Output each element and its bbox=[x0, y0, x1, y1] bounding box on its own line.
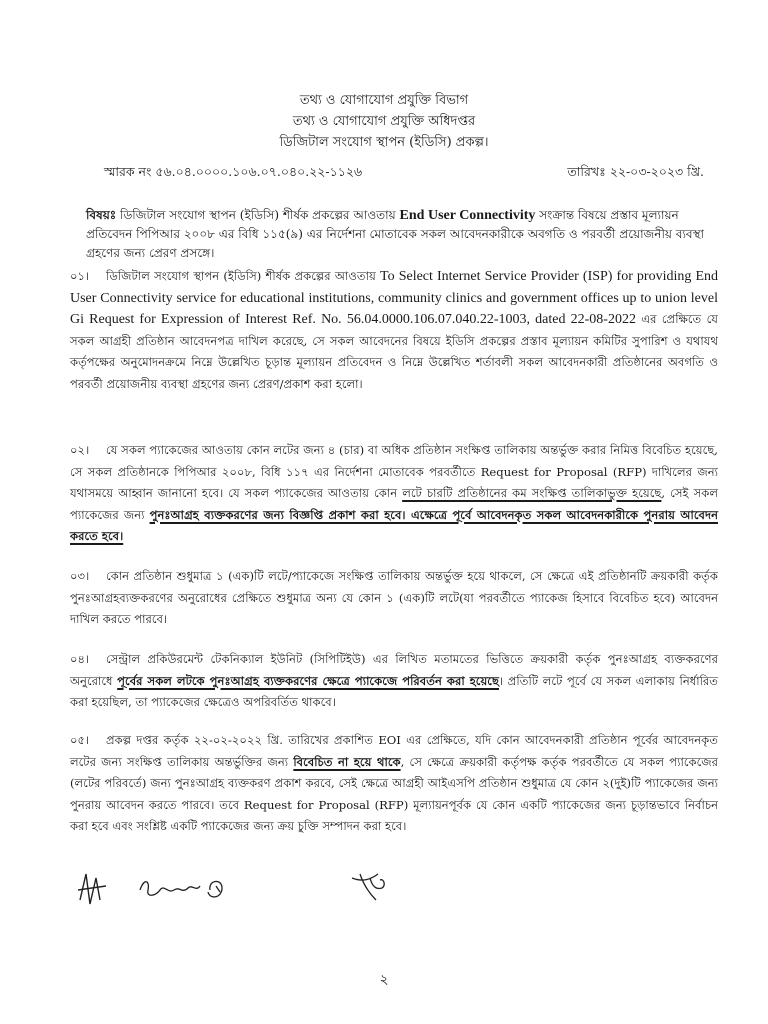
memo-date: তারিখঃ ২২-০৩-২০২৩ খ্রি. bbox=[567, 164, 704, 179]
paragraph-2-underlined-2: পুনঃআগ্রহ ব্যক্তকরণের জন্য বিজ্ঞপ্তি প্রকাশ করা হবে। এক্ষেত্রে পূর্বে আবেদনকৃত সকল আবেদনকারীকে পুনরায় আবেদন করতে হবে। bbox=[70, 507, 718, 543]
subject-text-en: End User Connectivity bbox=[399, 208, 536, 223]
ministry-name: তথ্য ও যোগাযোগ প্রযুক্তি বিভাগ bbox=[299, 93, 469, 108]
paragraph-2 bbox=[70, 440, 718, 548]
paragraph-4-text-a: সেন্ট্রাল প্রকিউরমেন্ট টেকনিক্যাল ইউনিট (সিপিটিইউ) এর লিখিত মতামতের ভিত্তিতে ক্রয়কারী কর্তৃক পুনঃআগ্রহ ব্যক্তকরণের অনুরোধে bbox=[70, 652, 718, 688]
paragraph-number: ০৩। bbox=[70, 569, 90, 583]
project-name: ডিজিটাল সংযোগ স্থাপন (ইডিসি) প্রকল্প। bbox=[279, 135, 489, 150]
department-name: তথ্য ও যোগাযোগ প্রযুক্তি অধিদপ্তর bbox=[292, 114, 476, 129]
paragraph-1-text-en: To Select Internet Service Provider (ISP) for providing End User Connectivity service for educational institutions, community clinics and government offices up to union level Gi Request for Expression of Interest Ref. No. 56.04.0000.106.07.040.22-1003, dated 22-08-2022 bbox=[70, 269, 718, 327]
paragraph-number: ০৫। bbox=[70, 733, 90, 747]
paragraph-5-underlined: বিবেচিত না হয়ে থাকে bbox=[293, 754, 401, 769]
signature-2 bbox=[140, 881, 222, 897]
letterhead bbox=[0, 90, 768, 153]
paragraph-5 bbox=[70, 730, 718, 838]
paragraph-number: ০১। bbox=[70, 269, 90, 283]
memo-reference: স্মারক নং ৫৬.০৪.০০০০.১০৬.০৭.০৪০.২২-১১২৬ bbox=[104, 164, 363, 179]
paragraph-4 bbox=[70, 649, 718, 714]
paragraph-4-text-b: । প্রতিটি লটে পূর্বে যে সকল এলাকায় নির্ধারিত করা হয়েছিল, তা প্যাকেজের ক্ষেত্রেও অপরিবর্তিত থাকবে। bbox=[70, 673, 718, 709]
paragraph-5-text-a: প্রকল্প দপ্তর কর্তৃক ২২-০২-২০২২ খ্রি. তারিখের প্রকাশিত EOI এর প্রেক্ষিতে, যদি কোন আবেদনকারী প্রতিষ্ঠান পূর্বের আবেদনকৃত লটের জন্য সংক্ষিপ্ত তালিকায় অন্তর্ভুক্তির জন্য bbox=[70, 733, 718, 769]
signatures bbox=[70, 860, 490, 920]
paragraph-5-text-b: , সে ক্ষেত্রে ক্রয়কারী কর্তৃপক্ষ কর্তৃক পরবর্তীতে যে সকল প্যাকেজের (লটের পরিবর্তে) জন্য পুনঃআগ্রহ ব্যক্তকরণ প্রকাশ করবে, সেই ক্ষেত্রে আগ্রহী আইএসপি প্রতিষ্ঠান শুধুমাত্র যে কোন ২(দুই)টি প্যাকেজের জন্য পুনরায় আবেদন করতে পারবে। তবে Request for Proposal (RFP) মূল্যায়নপূর্বক যে কোন একটি প্যাকেজের জন্য চূড়ান্তভাবে নির্বাচন করা হবে এবং সংশ্লিষ্ট একটি প্যাকেজের জন্য ক্রয় চুক্তি সম্পাদন করা হবে। bbox=[70, 754, 719, 833]
page-number: ২ bbox=[379, 972, 389, 988]
subject-block bbox=[86, 206, 716, 263]
paragraph-3-text: কোন প্রতিষ্ঠান শুধুমাত্র ১ (এক)টি লটে/প্যাকেজে সংক্ষিপ্ত তালিকায় অন্তর্ভুক্ত হয়ে থাকলে, সে ক্ষেত্রে এই প্রতিষ্ঠানটি ক্রয়কারী কর্তৃক পুনঃআগ্রহব্যক্তকরণের অনুরোধের প্রেক্ষিতে শুধুমাত্র অন্য যে কোন ১ (এক)টি লটে(যা পরবর্তীতে প্যাকেজ হিসাবে বিবেচিত হবে) আবেদন দাখিল করতে পারবে। bbox=[70, 569, 718, 626]
paragraph-number: ০২। bbox=[70, 443, 90, 457]
paragraph-3 bbox=[70, 566, 718, 631]
paragraph-1 bbox=[70, 266, 718, 395]
signature-1 bbox=[78, 874, 106, 904]
subject-text-a: ডিজিটাল সংযোগ স্থাপন (ইডিসি) শীর্ষক প্রকল্পের আওতায় bbox=[120, 208, 396, 222]
paragraph-1-text-b: এর প্রেক্ষিতে যে সকল আগ্রহী প্রতিষ্ঠান আবেদনপত্র দাখিল করেছে, সে সকল আবেদনের বিষয়ে ইডিসি প্রকল্পের প্রস্তাব মূল্যায়ন কমিটির সুপারিশ ও যথাযথ কর্তৃপক্ষের অনুমোদনক্রমে নিম্নে উল্লেখিত চূড়ান্ত মূল্যায়ন প্রতিবেদন ও নিম্নে উল্লেখিত শর্তাবলী সকল আবেদনকারী প্রতিষ্ঠানের অবগতি ও পরবর্তী প্রয়োজনীয় ব্যবস্থা গ্রহণের জন্য প্রেরণ/প্রকাশ করা হলো। bbox=[70, 312, 718, 391]
paragraph-number: ০৪। bbox=[70, 652, 90, 666]
paragraph-4-underlined: পূর্বের সকল লটকে পুনঃআগ্রহ ব্যক্তকরণের ক্ষেত্রে প্যাকেজে পরিবর্তন করা হয়েছে bbox=[117, 673, 499, 688]
subject-text-b: সংক্রান্ত বিষয়ে প্রস্তাব মূল্যায়ন প্রতিবেদন পিপিআর ২০০৮ এর বিধি ১১৫(৯) এর নির্দেশনা মোতাবেক সকল আবেদনকারীকে অবগতি ও পরবর্তী প্রয়োজনীয় ব্যবস্থা গ্রহণের জন্য প্রেরণ প্রসঙ্গে। bbox=[86, 208, 705, 260]
signature-3 bbox=[352, 874, 384, 900]
paragraph-2-text-b: , সেই সকল প্যাকেজের জন্য bbox=[70, 486, 719, 522]
subject-label: বিষয়ঃ bbox=[86, 208, 117, 222]
paragraph-2-text-a: যে সকল প্যাকেজের আওতায় কোন লটের জন্য ৪ (চার) বা অধিক প্রতিষ্ঠান সংক্ষিপ্ত তালিকায় অন্তর্ভুক্ত করার নিমিত্ত বিবেচিত হয়েছে, সে সকল প্রতিষ্ঠানকে পিপিআর ২০০৮, বিধি ১১৭ এর নির্দেশনা মোতাবেক পরবর্তীতে Request for Proposal (RFP) দাখিলের জন্য যথাসময়ে আহ্বান জানানো হবে। যে সকল প্যাকেজের আওতায় কোন bbox=[70, 443, 718, 500]
paragraph-1-text-a: ডিজিটাল সংযোগ স্থাপন (ইডিসি) শীর্ষক প্রকল্পের আওতায় bbox=[106, 269, 376, 283]
paragraph-2-underlined-1: লটে চারটি প্রতিষ্ঠানের কম সংক্ষিপ্ত তালিকাভুক্ত হয়েছে bbox=[402, 486, 662, 500]
